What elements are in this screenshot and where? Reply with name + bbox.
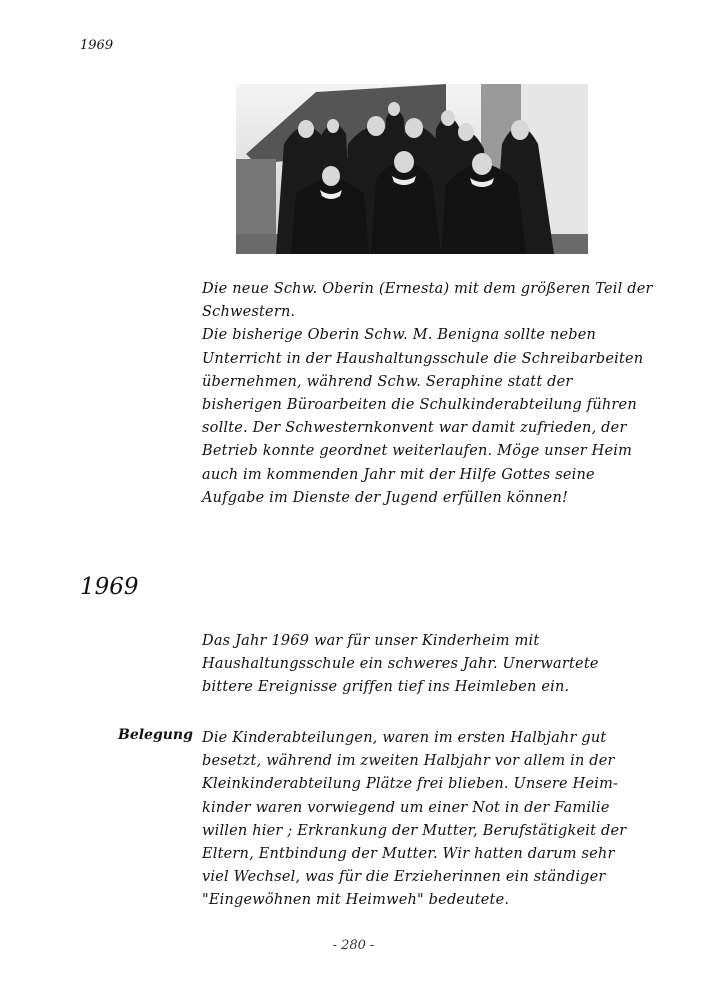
belegung-line: willen hier ; Erkrankung der Mutter, Berufstätigkeit der <box>202 822 627 839</box>
intro-line: Die neue Schw. Oberin (Ernesta) mit dem größeren Teil der <box>202 281 653 297</box>
intro-line: Betrieb konnte geordnet weiterlaufen. Möge unser Heim <box>202 443 633 460</box>
belegung-line: Eltern, Entbindung der Mutter. Wir hatten darum sehr <box>202 846 615 863</box>
belegung-line: besetzt, während im zweiten Halbjahr vor allem in der <box>202 753 615 770</box>
intro-line: Schwestern. <box>202 304 296 321</box>
intro-line: auch im kommenden Jahr mit der Hilfe Gottes seine <box>202 466 595 483</box>
belegung-paragraph <box>202 727 632 913</box>
year-intro-paragraph <box>202 630 632 700</box>
side-label-belegung: Belegung <box>118 727 193 743</box>
intro-line: übernehmen, während Schw. Seraphine statt der <box>202 373 573 390</box>
intro-line: sollte. Der Schwesternkonvent war damit zufrieden, der <box>202 420 627 437</box>
belegung-line: viel Wechsel, was für die Erzieherinnen ein ständiger <box>202 869 606 886</box>
belegung-line: Kleinkinderabteilung Plätze frei blieben. Unsere Heim- <box>202 776 619 793</box>
intro-line: Die bisherige Oberin Schw. M. Benigna sollte neben <box>202 327 597 344</box>
year-intro-line: Haushaltungsschule ein schweres Jahr. Unerwartete <box>202 656 599 673</box>
belegung-line: Die Kinderabteilungen, waren im ersten Halbjahr gut <box>202 730 607 746</box>
year-heading: 1969 <box>80 574 139 600</box>
intro-line: bisherigen Büroarbeiten die Schulkinderabteilung führen <box>202 397 637 414</box>
belegung-line: kinder waren vorwiegend um einer Not in der Familie <box>202 799 610 816</box>
page-number: - 280 - <box>332 938 375 953</box>
intro-paragraph <box>202 278 653 510</box>
group-photo <box>236 84 588 254</box>
running-head: 1969 <box>80 38 114 53</box>
intro-line: Unterricht in der Haushaltungsschule die Schreibarbeiten <box>202 350 644 367</box>
year-intro-line: bittere Ereignisse griffen tief ins Heimleben ein. <box>202 679 570 696</box>
belegung-line: "Eingewöhnen mit Heimweh" bedeutete. <box>202 892 510 909</box>
intro-line: Aufgabe im Dienste der Jugend erfüllen können! <box>202 489 569 506</box>
year-intro-line: Das Jahr 1969 war für unser Kinderheim mit <box>202 633 540 649</box>
